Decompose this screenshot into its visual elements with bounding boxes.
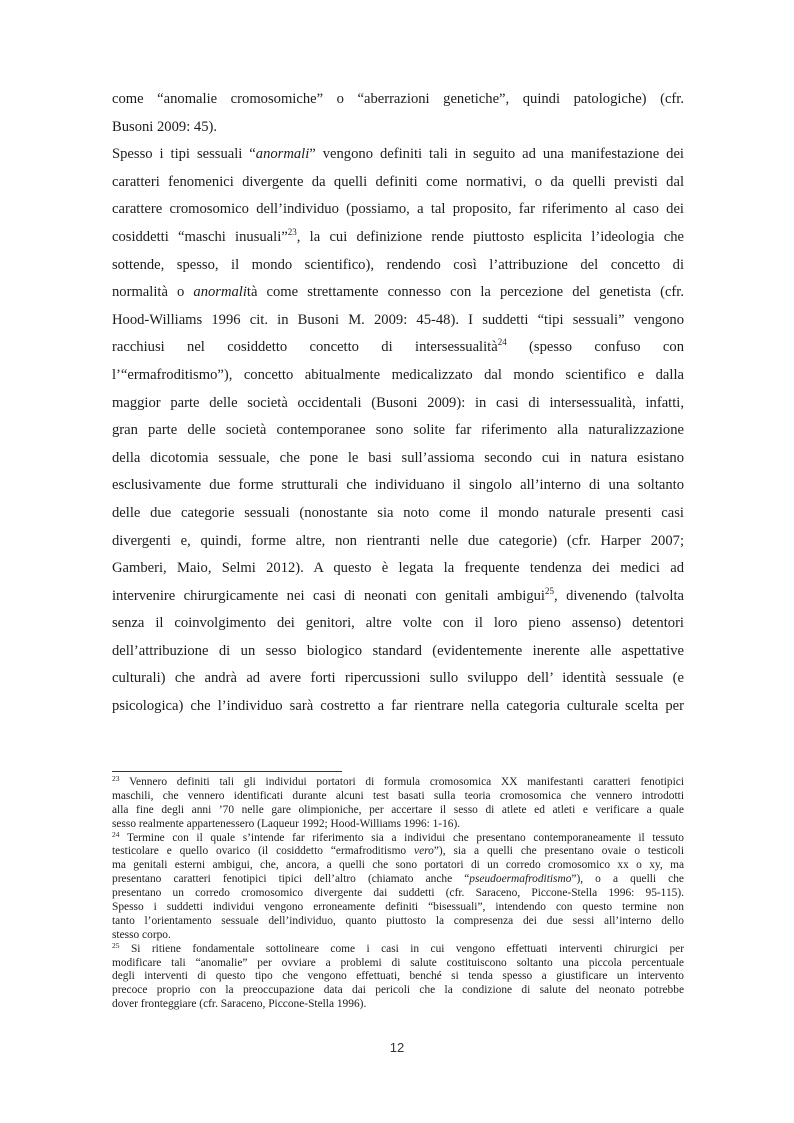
body-line: Spesso i tipi sessuali “anormali” vengono definiti tali in seguito ad una manifestazione dei <box>112 146 684 163</box>
body-line: cosiddetti “maschi inusuali”$^{23}$, la cui definizione rende piuttosto esplicita l’ideologia che <box>112 226 684 245</box>
footnote-line: $^{25}$ Si ritiene fondamentale sottolineare come i casi in cui vengono effettuati interventi chirurgici per <box>112 940 684 955</box>
body-line: come “anomalie cromosomiche” o “aberrazioni genetiche”, quindi patologiche) (cfr. <box>112 91 684 107</box>
body-line: della dicotomia sessuale, che pone le basi sull’assioma secondo cui in natura esistano <box>112 449 684 466</box>
body-line: racchiusi nel cosiddetto concetto di intersessualità$^{24}$ (spesso confuso con <box>112 337 684 356</box>
footnote-line: ma genitali esterni ambigui, che, ancora, a quelli che sono portatori di un corredo cromosomico xx o xy, ma <box>112 859 684 872</box>
body-line: divergenti e, quindi, forme altre, non rientranti nelle due categorie) (cfr. Harper 2007; <box>112 532 684 549</box>
body-line: psicologica) che l’individuo sarà costretto a far rientrare nella categoria culturale scelta per <box>112 698 684 715</box>
footnotes <box>112 776 684 1012</box>
footnote-line: precoce proprio con la preoccupazione data dai pericoli che la condizione di salute del neonato potrebbe <box>112 984 684 997</box>
body-line: Gamberi, Maio, Selmi 2012). A questo è legata la frequente tendenza dei medici ad <box>112 560 684 577</box>
footnote-line: presentano un corredo cromosomico divergente dai suddetti (cfr. Saraceno, Piccone-Stella 1996: 95-115). <box>112 887 684 900</box>
footnote-line: dover fronteggiare (cfr. Saraceno, Piccone-Stella 1996). <box>112 998 367 1011</box>
footnote-line: alla fine degli anni ’70 nelle gare olimpioniche, per accertare il sesso di atlete ed atleti e verificare a quale <box>112 803 684 816</box>
body-line: Hood-Williams 1996 cit. in Busoni M. 2009: 45-48). I suddetti “tipi sessuali” vengono <box>112 311 684 328</box>
footnote-line: $^{23}$ Vennero definiti tali gli individui portatori di formula cromosomica XX manifestanti caratteri fenotipici <box>112 774 684 788</box>
body-line: dell’attribuzione di un sesso biologico standard (evidentemente inerente alle aspettative <box>112 642 684 659</box>
body-line: intervenire chirurgicamente nei casi di neonati con genitali ambigui$^{25}$, divenendo (talvolta <box>112 585 684 604</box>
body-line: culturali) che andrà ad avere forti ripercussioni sullo sviluppo dell’ identità sessuale (e <box>112 670 684 687</box>
footnote-line: tanto l’orientamento sessuale dell’individuo, quanto piuttosto la compresenza dei due sessi all’interno dello <box>112 914 684 927</box>
footnote-line: Spesso i suddetti individui vengono erroneamente definiti “bisessuali”, intendendo con questo termine non <box>112 901 684 914</box>
body-line: gran parte delle società contemporanee sono solite far riferimento alla naturalizzazione <box>112 422 684 439</box>
body-text <box>112 86 684 721</box>
body-line: caratteri fenomenici divergente da quelli definiti come normativi, o da quelli previsti dal <box>112 173 684 190</box>
footnote-line: maschili, che vennero identificati durante alcuni test basati sulla teoria cromosomica che vennero introdotti <box>112 789 684 802</box>
body-line: Busoni 2009: 45). <box>112 118 217 135</box>
body-line: carattere cromosomico dell’individuo (possiamo, a tal proposito, far riferimento al caso dei <box>112 201 684 218</box>
body-line: normalità o anormalità come strettamente connesso con la percezione del genetista (cfr. <box>112 284 684 301</box>
footnote-line: sesso realmente appartenessero (Laqueur 1992; Hood-Williams 1996: 1-16). <box>112 817 461 830</box>
body-line: delle due categorie sessuali (nonostante sia noto come il mondo naturale presenti casi <box>112 504 684 521</box>
footnote-line: modificare tali “anomalie” per ovviare a problemi di salute costituiscono soltanto una piccola percentuale <box>112 956 684 969</box>
body-line: senza il coinvolgimento dei genitori, altre volte con il loro pieno assenso) detentori <box>112 615 684 632</box>
footnote-line: stesso corpo. <box>112 928 171 941</box>
body-line: maggior parte delle società occidentali (Busoni 2009): in casi di intersessualità, infatti, <box>112 394 684 411</box>
footnote-line: testicolare e quello ovarico (il cosiddetto “ermafroditismo vero”), sia a quelli che presentano ovaie o testicoli <box>112 845 684 858</box>
body-line: l’“ermafroditismo”), concetto abitualmente medicalizzato dal mondo scientifico e dalla <box>112 366 684 383</box>
footnote-line: degli interventi di questo tipo che vengono effettuati, benché si tenda spesso a giustificare un intervento <box>112 970 684 983</box>
page-number: 12 <box>389 1040 405 1055</box>
footnote-separator <box>112 771 342 772</box>
body-line: sottende, spesso, il mondo scientifico), rendendo così l’attribuzione del concetto di <box>112 256 684 273</box>
footnote-line: $^{24}$ Termine con il quale s’intende far riferimento sia a individui che presentano contemporaneamente il tessuto <box>112 829 684 844</box>
footnote-line: presentano caratteri fenotipici tipici dell’altro (chiamato anche “pseudoermafroditismo”), o a quelli che <box>112 873 684 886</box>
body-line: esclusivamente due forme strutturali che individuano il singolo all’interno di una soltanto <box>112 477 684 494</box>
